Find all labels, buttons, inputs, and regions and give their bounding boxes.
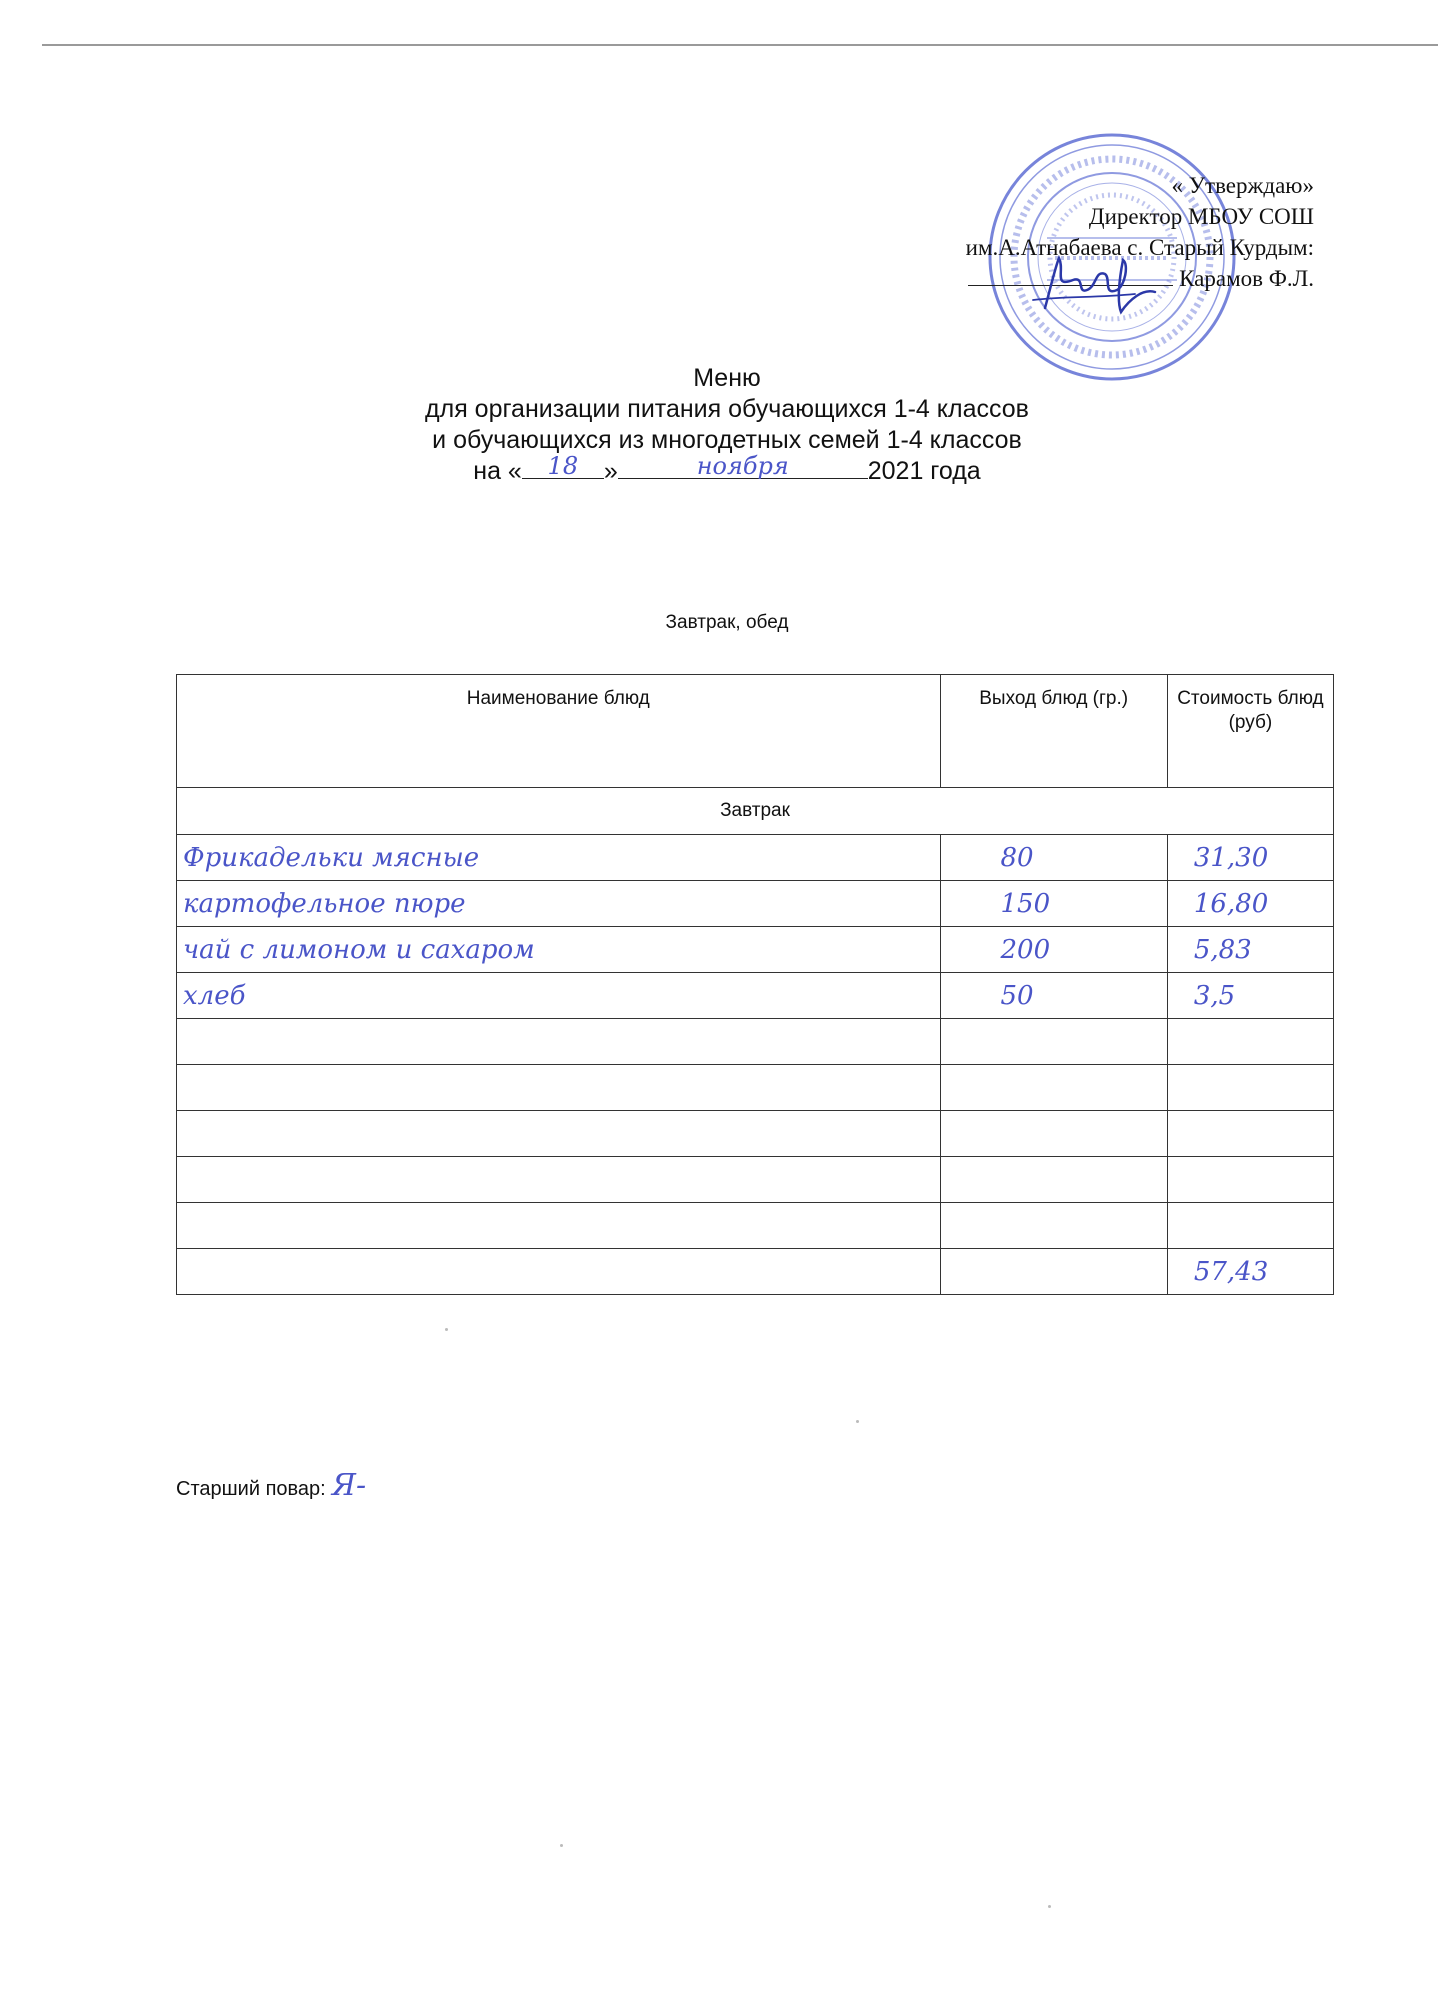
dish-name-cell bbox=[177, 1019, 941, 1065]
header-price: Стоимость блюд (руб) bbox=[1167, 675, 1333, 788]
dish-price-text: 3,5 bbox=[1193, 980, 1236, 1011]
dish-price-cell bbox=[1167, 973, 1333, 1019]
dish-price-cell bbox=[1167, 1203, 1333, 1249]
dish-weight-text: 50 bbox=[1000, 980, 1034, 1011]
dish-name-cell bbox=[177, 1111, 941, 1157]
dish-weight-cell bbox=[940, 1249, 1167, 1295]
dish-name-cell bbox=[177, 1203, 941, 1249]
director-signature bbox=[1025, 250, 1175, 320]
dish-name-cell bbox=[177, 1065, 941, 1111]
date-suffix: 2021 года bbox=[867, 457, 981, 485]
document-title bbox=[0, 363, 1454, 487]
dish-weight-cell bbox=[940, 1157, 1167, 1203]
dish-price-cell bbox=[1167, 927, 1333, 973]
table-row bbox=[177, 1019, 1334, 1065]
day-field bbox=[522, 452, 604, 480]
header-name: Наименование блюд bbox=[177, 675, 941, 788]
dish-name-text: картофельное пюре bbox=[183, 888, 466, 919]
dish-weight-cell bbox=[940, 1111, 1167, 1157]
day-value: 18 bbox=[547, 452, 579, 480]
table-row bbox=[177, 1249, 1334, 1295]
month-value: ноября bbox=[696, 452, 789, 480]
dish-price-cell bbox=[1167, 1249, 1333, 1295]
dish-price-text: 31,30 bbox=[1193, 842, 1269, 873]
scan-speck bbox=[1048, 1905, 1051, 1908]
dish-price-text: 5,83 bbox=[1193, 934, 1252, 965]
dish-name-cell bbox=[177, 973, 941, 1019]
dish-weight-cell bbox=[940, 835, 1167, 881]
table-row bbox=[177, 1065, 1334, 1111]
dish-name-cell bbox=[177, 927, 941, 973]
dish-price-cell bbox=[1167, 881, 1333, 927]
dish-price-cell bbox=[1167, 1111, 1333, 1157]
dish-price-text: 57,43 bbox=[1193, 1256, 1269, 1287]
table-row bbox=[177, 1203, 1334, 1249]
title-date bbox=[0, 452, 1454, 487]
table-header-row bbox=[177, 675, 1334, 788]
section-row bbox=[177, 788, 1334, 835]
approval-position: Директор МБОУ СОШ bbox=[1088, 204, 1314, 229]
dish-weight-text: 80 bbox=[1000, 842, 1034, 873]
dish-price-cell bbox=[1167, 835, 1333, 881]
month-field bbox=[618, 452, 868, 480]
section-label: Завтрак bbox=[177, 788, 1334, 835]
approval-school: им.А.Атнабаева с. Старый Курдым: bbox=[965, 235, 1314, 260]
dish-weight-cell bbox=[940, 881, 1167, 927]
scan-speck bbox=[856, 1420, 859, 1423]
dish-weight-cell bbox=[940, 1203, 1167, 1249]
dish-price-text: 16,80 bbox=[1193, 888, 1269, 919]
header-weight: Выход блюд (гр.) bbox=[940, 675, 1167, 788]
dish-name-text: Фрикадельки мясные bbox=[183, 842, 480, 873]
cook-signature: Я- bbox=[331, 1468, 367, 1503]
title-line-1: Меню bbox=[693, 364, 761, 392]
dish-name-cell bbox=[177, 1157, 941, 1203]
scan-speck bbox=[560, 1844, 563, 1847]
dish-price-cell bbox=[1167, 1019, 1333, 1065]
dish-price-cell bbox=[1167, 1157, 1333, 1203]
approval-heading: « Утверждаю» bbox=[1171, 173, 1314, 198]
dish-name-cell bbox=[177, 1249, 941, 1295]
table-row bbox=[177, 881, 1334, 927]
dish-weight-cell bbox=[940, 1019, 1167, 1065]
scan-speck bbox=[445, 1328, 448, 1331]
director-name: Карамов Ф.Л. bbox=[1179, 266, 1314, 291]
title-line-2: для организации питания обучающихся 1-4 классов bbox=[425, 395, 1029, 423]
dish-weight-text: 200 bbox=[1000, 934, 1051, 965]
table-row bbox=[177, 835, 1334, 881]
table-row bbox=[177, 973, 1334, 1019]
dish-weight-cell bbox=[940, 927, 1167, 973]
dish-weight-text: 150 bbox=[1000, 888, 1051, 919]
dish-weight-cell bbox=[940, 973, 1167, 1019]
dish-weight-cell bbox=[940, 1065, 1167, 1111]
meal-subtitle: Завтрак, обед bbox=[665, 612, 789, 633]
menu-table bbox=[176, 674, 1334, 1295]
table-row bbox=[177, 1111, 1334, 1157]
cook-signature-line bbox=[176, 1468, 366, 1503]
dish-name-text: хлеб bbox=[183, 980, 246, 1011]
dish-name-cell bbox=[177, 835, 941, 881]
cook-label: Старший повар: bbox=[176, 1478, 326, 1500]
date-mid: » bbox=[603, 457, 618, 485]
dish-price-cell bbox=[1167, 1065, 1333, 1111]
top-rule bbox=[42, 44, 1438, 46]
table-row bbox=[177, 1157, 1334, 1203]
title-line-3: и обучающихся из многодетных семей 1-4 классов bbox=[432, 426, 1022, 454]
date-prefix: на « bbox=[473, 457, 522, 485]
table-row bbox=[177, 927, 1334, 973]
dish-name-text: чай с лимоном и сахаром bbox=[183, 934, 535, 965]
dish-name-cell bbox=[177, 881, 941, 927]
